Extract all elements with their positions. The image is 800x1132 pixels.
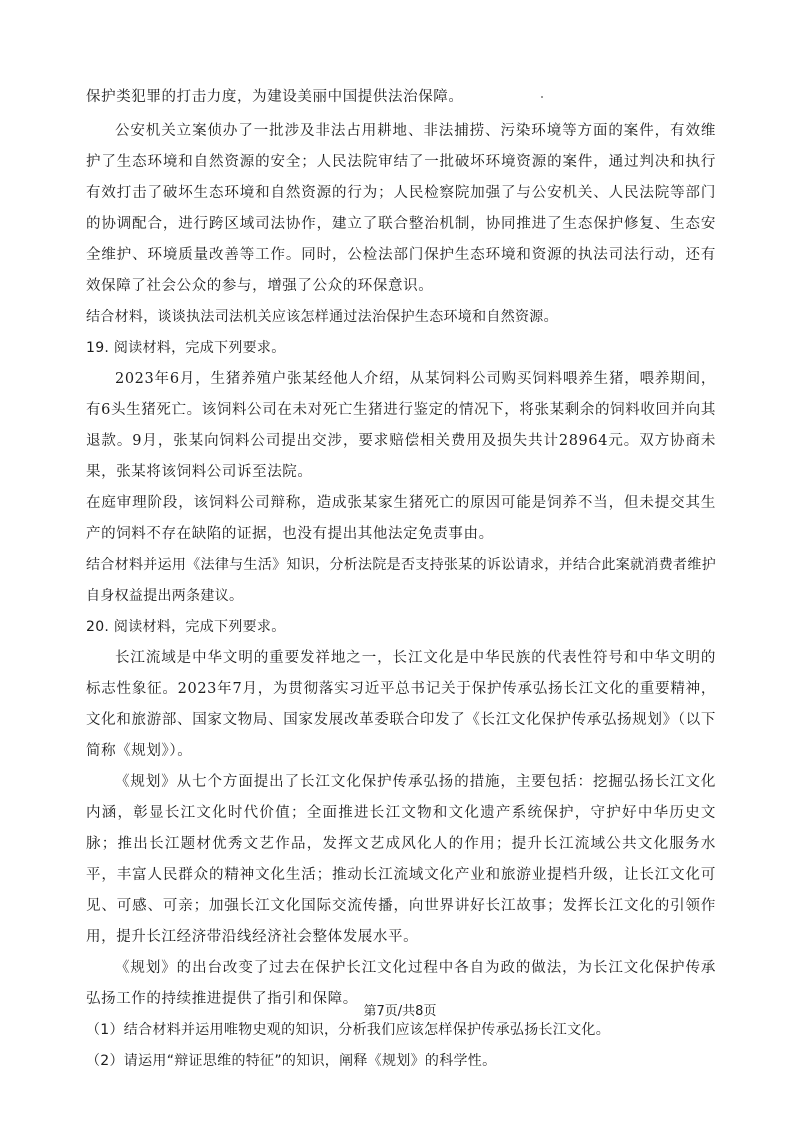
q20-subquestion-1: （1）结合材料并运用唯物史观的知识，分析我们应该怎样保护传承弘扬长江文化。: [86, 1022, 611, 1038]
q20-subquestion-2: （2）请运用“辩证思维的特征”的知识，阐释《规划》的科学性。: [86, 1053, 497, 1069]
case18-paragraph: 公安机关立案侦办了一批涉及非法占用耕地、非法捕捞、污染环境等方面的案件，有效维护了生态环境和自然资源的安全；人民法院审结了一批破坏环境资源的案件，通过判决和执行有效打击了破坏生态环境和自然资源的行为；人民检察院加强了与公安机关、人民法院等部门的协调配合，进行跨区域司法协作，建立了联合整治机制，协同推进了生态保护修复、生态安全维护、环境质量改善等工作。同时，公检法部门保护生态环境和资源的执法司法行动，还有效保障了社会公众的参与，增强了公众的环保意识。: [86, 123, 716, 294]
q19-paragraph-1: 2023年6月，生猪养殖户张某经他人介绍，从某饲料公司购买饲料喂养生猪，喂养期间，有6头生猪死亡。该饲料公司在未对死亡生猪进行鉴定的情况下，将张某剩余的饲料收回并向其退款。9月，张某向饲料公司提出交涉，要求赔偿相关费用及损失共计28964元。双方协商未果，张某将该饲料公司诉至法院。: [86, 371, 716, 480]
q19-task: 结合材料并运用《法律与生活》知识，分析法院是否支持张某的诉讼请求，并结合此案就消费者维护自身权益提出两条建议。: [86, 557, 716, 604]
q20-paragraph-1: 长江流域是中华文明的重要发祥地之一，长江文化是中华民族的代表性符号和中华文明的标志性象征。2023年7月，为贯彻落实习近平总书记关于保护传承弘扬长江文化的重要精神，文化和旅游部、国家文物局、国家发展改革委联合印发了《长江文化保护传承弘扬规划》（以下简称《规划》）。: [86, 650, 716, 759]
q20-header: 20. 阅读材料，完成下列要求。: [86, 619, 286, 635]
page-number: 第7页/共8页: [363, 1004, 437, 1019]
q19-header: 19. 阅读材料，完成下列要求。: [86, 340, 286, 356]
page-content: [86, 82, 716, 1077]
intro-line: 保护类犯罪的打击力度，为建设美丽中国提供法治保障。: [86, 89, 464, 105]
q20-paragraph-3: 《规划》的出台改变了过去在保护长江文化过程中各自为政的做法，为长江文化保护传承弘扬工作的持续推进提供了指引和保障。: [86, 960, 716, 1007]
q20-paragraph-2: 《规划》从七个方面提出了长江文化保护传承弘扬的措施，主要包括：挖掘弘扬长江文化内涵，彰显长江文化时代价值；全面推进长江文物和文化遗产系统保护，守护好中华历史文脉；推出长江题材优秀文艺作品，发挥文艺成风化人的作用；提升长江流域公共文化服务水平，丰富人民群众的精神文化生活；推动长江流域文化产业和旅游业提档升级，让长江文化可见、可感、可亲；加强长江文化国际交流传播，向世界讲好长江故事；发挥长江文化的引领作用，提升长江经济带沿线经济社会整体发展水平。: [86, 774, 716, 945]
q18-task: 结合材料，谈谈执法司法机关应该怎样通过法治保护生态环境和自然资源。: [86, 309, 558, 325]
q19-paragraph-2: 在庭审理阶段，该饲料公司辩称，造成张某家生猪死亡的原因可能是饲养不当，但未提交其生产的饲料不存在缺陷的证据，也没有提出其他法定免责事由。: [86, 495, 716, 542]
